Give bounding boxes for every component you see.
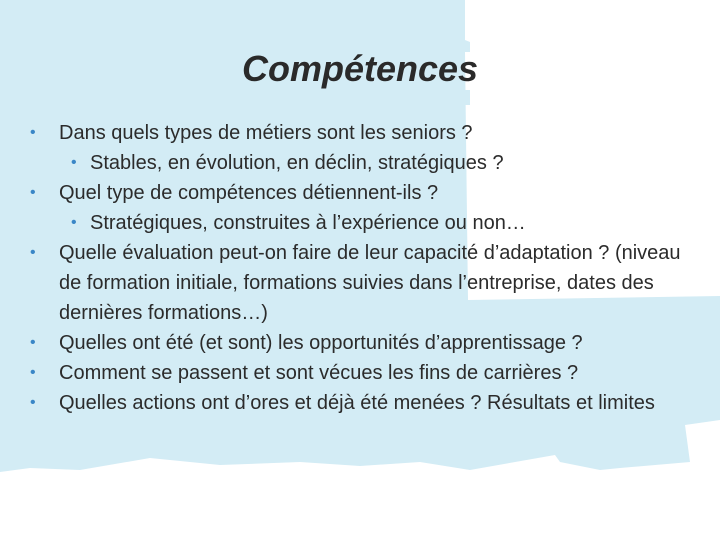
sub-bullet-item <box>28 148 688 178</box>
slide-title: Compétences <box>241 48 479 89</box>
bullet-text: Comment se passent et sont vécues les fins de carrières ? <box>59 362 579 384</box>
bullet-item <box>28 358 688 388</box>
bullet-icon: • <box>71 214 77 231</box>
bullet-text: Stables, en évolution, en déclin, stratégiques ? <box>90 152 504 174</box>
bullet-text: Dans quels types de métiers sont les seniors ? <box>59 122 473 144</box>
background-shape-accent <box>465 90 470 105</box>
bullet-icon: • <box>30 184 36 201</box>
bullet-icon: • <box>30 334 36 351</box>
bullet-icon: • <box>71 154 77 171</box>
bullet-text: Quelle évaluation peut-on faire de leur capacité d’adaptation ? (niveau de formation initiale, formations suivies dans l’entreprise, dates des dernières formations…) <box>59 242 681 324</box>
bullet-text: Quelles actions ont d’ores et déjà été menées ? Résultats et limites <box>59 392 655 414</box>
bullet-item <box>28 178 688 208</box>
sub-bullet-item <box>28 208 688 238</box>
bullet-text: Quel type de compétences détiennent-ils ? <box>59 182 439 204</box>
bullet-icon: • <box>30 394 36 411</box>
bullet-item <box>28 388 688 418</box>
bullet-item <box>28 118 688 148</box>
bullet-icon: • <box>30 244 36 261</box>
bullet-text: Stratégiques, construites à l’expérience ou non… <box>90 212 526 234</box>
bullet-item <box>28 328 688 358</box>
bullet-list <box>28 118 688 418</box>
bullet-icon: • <box>30 364 36 381</box>
bullet-item <box>28 238 688 328</box>
bullet-text: Quelles ont été (et sont) les opportunités d’apprentissage ? <box>59 332 583 354</box>
bullet-icon: • <box>30 124 36 141</box>
